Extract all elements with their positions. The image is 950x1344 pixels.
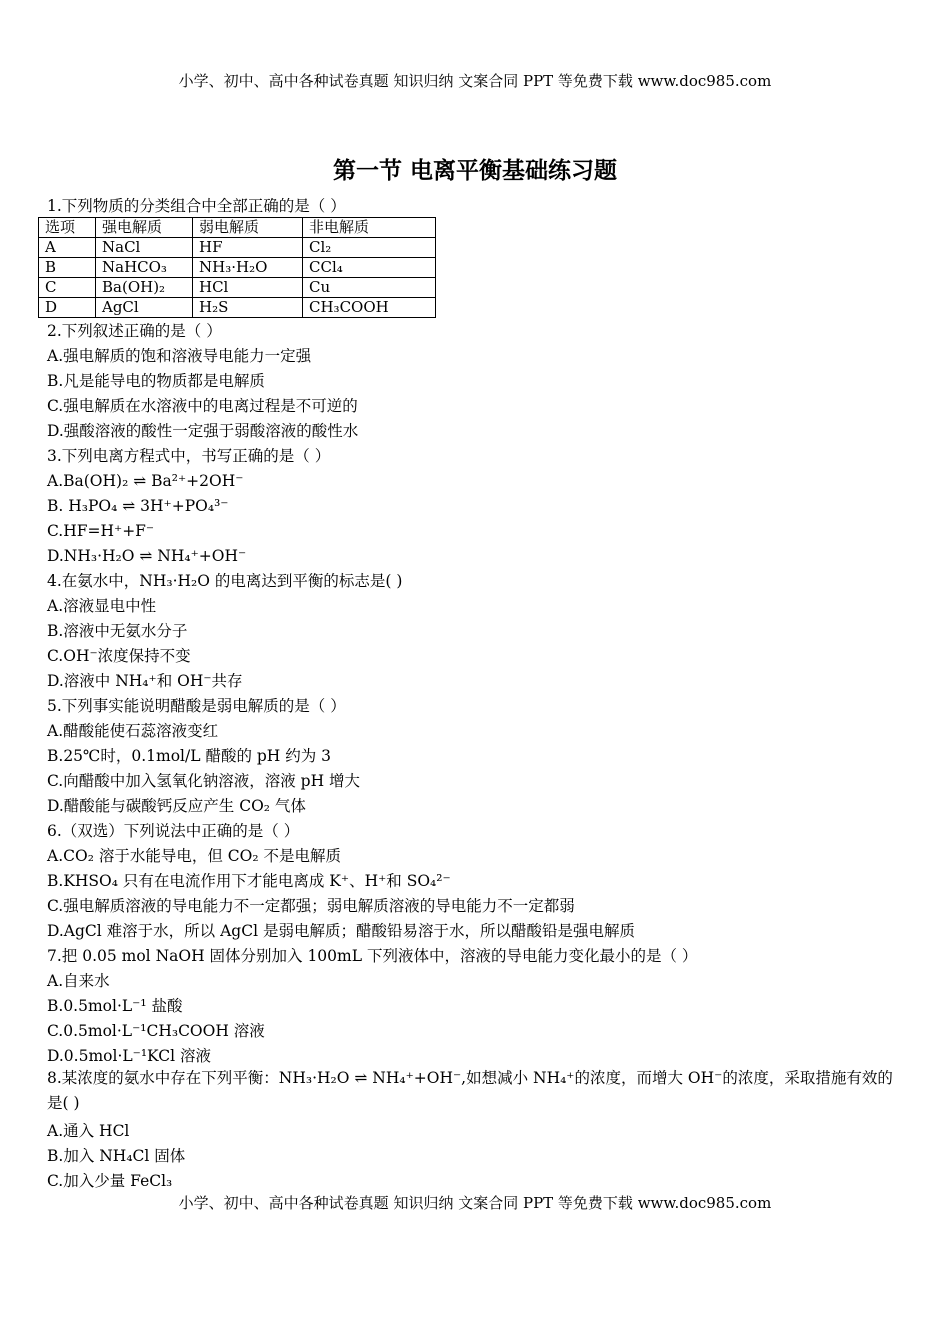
table-cell: CH₃COOH [303,298,436,318]
option-line: C.强电解质溶液的导电能力不一定都强；弱电解质溶液的导电能力不一定都弱 [47,897,575,915]
option-line: C.加入少量 FeCl₃ [47,1172,173,1190]
option-line: A.溶液显电中性 [47,597,157,615]
table-cell: NaCl [96,238,193,258]
table-cell: Cu [303,278,436,298]
table-cell: C [39,278,96,298]
option-line: B.加入 NH₄Cl 固体 [47,1147,186,1165]
option-line: A.醋酸能使石蕊溶液变红 [47,722,219,740]
option-line: B.0.5mol·L⁻¹ 盐酸 [47,997,183,1015]
question-1: 1.下列物质的分类组合中全部正确的是（ ） [47,197,346,215]
option-line: D.溶液中 NH₄⁺和 OH⁻共存 [47,672,243,690]
table-cell: H₂S [193,298,303,318]
table-row [39,278,436,298]
option-line: D.NH₃·H₂O ⇌ NH₄⁺+OH⁻ [47,547,247,565]
option-line: C.向醋酸中加入氢氧化钠溶液，溶液 pH 增大 [47,772,361,790]
question-5: 5.下列事实能说明醋酸是弱电解质的是（ ） [47,697,346,715]
question-2: 2.下列叙述正确的是（ ） [47,322,222,340]
table-cell: Ba(OH)₂ [96,278,193,298]
table-header: 非电解质 [303,218,436,238]
table-header: 弱电解质 [193,218,303,238]
table-row [39,238,436,258]
option-line: D.AgCl 难溶于水，所以 AgCl 是弱电解质；醋酸铅易溶于水，所以醋酸铅是强电解质 [47,922,635,940]
table-header-row [39,218,436,238]
question-4: 4.在氨水中，NH₃·H₂O 的电离达到平衡的标志是( ) [47,572,403,590]
table-cell: Cl₂ [303,238,436,258]
table-cell: HCl [193,278,303,298]
table-cell: AgCl [96,298,193,318]
option-line: C.0.5mol·L⁻¹CH₃COOH 溶液 [47,1022,265,1040]
table-header: 选项 [39,218,96,238]
option-line: A.通入 HCl [47,1122,130,1140]
option-line: A.自来水 [47,972,110,990]
page-header: 小学、初中、高中各种试卷真题 知识归纳 文案合同 PPT 等免费下载 www.doc985.com [178,72,772,90]
table-row [39,258,436,278]
table-row [39,298,436,318]
table-header: 强电解质 [96,218,193,238]
option-line: B.KHSO₄ 只有在电流作用下才能电离成 K⁺、H⁺和 SO₄²⁻ [47,872,451,890]
option-line: C.HF=H⁺+F⁻ [47,522,155,540]
page-title: 第一节 电离平衡基础练习题 [332,157,617,184]
option-line: C.强电解质在水溶液中的电离过程是不可逆的 [47,397,358,415]
classification-table [38,217,436,318]
page-footer: 小学、初中、高中各种试卷真题 知识归纳 文案合同 PPT 等免费下载 www.doc985.com [178,1194,772,1212]
question-8: 8.某浓度的氨水中存在下列平衡：NH₃·H₂O ⇌ NH₄⁺+OH⁻,如想减小 NH₄⁺的浓度，而增大 OH⁻的浓度，采取措施有效的是( ) [47,1069,893,1112]
question-7: 7.把 0.05 mol NaOH 固体分别加入 100mL 下列液体中，溶液的导电能力变化最小的是（ ） [47,947,698,965]
option-line: B.溶液中无氨水分子 [47,622,188,640]
question-3: 3.下列电离方程式中，书写正确的是（ ） [47,447,331,465]
option-line: C.OH⁻浓度保持不变 [47,647,191,665]
option-line: A.CO₂ 溶于水能导电，但 CO₂ 不是电解质 [47,847,341,865]
question-6: 6.（双选）下列说法中正确的是（ ） [47,822,300,840]
option-line: D.强酸溶液的酸性一定强于弱酸溶液的酸性水 [47,422,359,440]
table-cell: B [39,258,96,278]
option-line: D.0.5mol·L⁻¹KCl 溶液 [47,1047,211,1065]
table-cell: D [39,298,96,318]
option-line: B.25℃时，0.1mol/L 醋酸的 pH 约为 3 [47,747,332,765]
option-line: D.醋酸能与碳酸钙反应产生 CO₂ 气体 [47,797,306,815]
table-cell: CCl₄ [303,258,436,278]
table-cell: A [39,238,96,258]
option-line: B. H₃PO₄ ⇌ 3H⁺+PO₄³⁻ [47,497,229,515]
option-line: A.强电解质的饱和溶液导电能力一定强 [47,347,312,365]
table-cell: NaHCO₃ [96,258,193,278]
table-cell: NH₃·H₂O [193,258,303,278]
table-cell: HF [193,238,303,258]
option-line: A.Ba(OH)₂ ⇌ Ba²⁺+2OH⁻ [47,472,244,490]
option-line: B.凡是能导电的物质都是电解质 [47,372,265,390]
